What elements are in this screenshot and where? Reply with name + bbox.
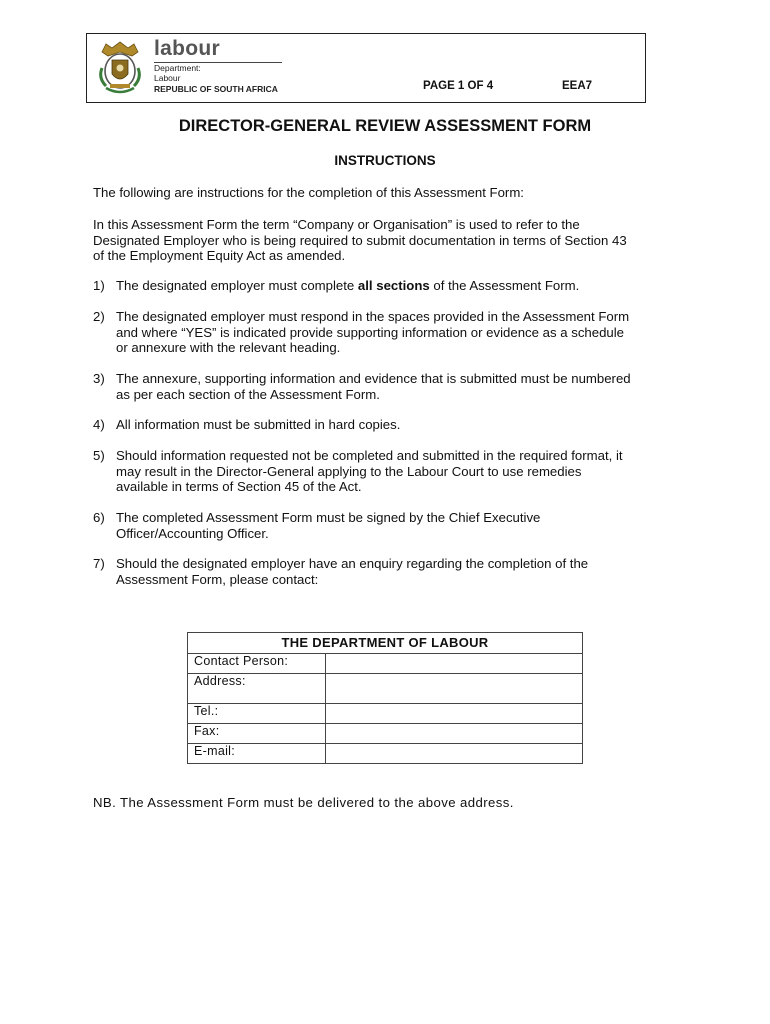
section-heading: INSTRUCTIONS [334,153,436,168]
item-line: Should information requested not be completed and submitted in the required format, it [116,448,623,463]
coat-of-arms-icon [94,38,146,96]
item-text-part: The designated employer must complete [116,278,358,293]
contact-table-heading: THE DEPARTMENT OF LABOUR [188,633,583,654]
item-text [116,556,676,587]
item-line: Should the designated employer have an enquiry regarding the completion of the [116,556,589,571]
brand-block [154,38,282,94]
item-line: The designated employer must respond in the spaces provided in the Assessment Form [116,309,630,324]
dept-line-1: Department: [154,63,201,73]
item-text [116,371,676,402]
item-text [116,417,676,433]
item-number: 2) [93,309,105,324]
intro-paragraph-2 [93,217,678,264]
contact-row-address [188,674,583,704]
fax-label: Fax: [188,724,326,744]
item-number: 1) [93,278,105,293]
address-field[interactable] [326,674,583,704]
item-number: 5) [93,448,105,463]
dept-line-3: REPUBLIC OF SOUTH AFRICA [154,84,278,94]
letterhead [86,33,646,103]
tel-label: Tel.: [188,704,326,724]
item-emphasis: all sections [357,278,430,293]
brand-name: labour [154,37,220,60]
item-line: The completed Assessment Form must be signed by the Chief Executive [116,510,541,525]
item-number: 7) [93,556,105,571]
tel-field[interactable] [326,704,583,724]
item-text [116,510,676,541]
email-label: E-mail: [188,744,326,764]
item-line: Officer/Accounting Officer. [116,525,269,541]
contact-row-email [188,744,583,764]
item-line: Assessment Form, please contact: [116,571,319,587]
delivery-note: NB. The Assessment Form must be delivered to the above address. [93,795,514,810]
intro-line: In this Assessment Form the term “Company or Organisation” is used to refer to the [93,217,580,232]
item-text [116,278,676,294]
contact-person-field[interactable] [326,654,583,674]
contact-row-tel [188,704,583,724]
item-text-part: of the Assessment Form. [429,278,580,293]
item-line: and where “YES” is indicated provide supporting information or evidence as a schedule [116,324,625,340]
contact-row-fax [188,724,583,744]
contact-person-label: Contact Person: [188,654,326,674]
intro-line: Designated Employer who is being required to submit documentation in terms of Section 43 [93,232,627,248]
item-number: 3) [93,371,105,386]
dept-line-2: Labour [154,73,181,83]
item-text [116,448,676,495]
item-line: may result in the Director-General applying to the Labour Court to use remedies [116,463,582,479]
page-title: DIRECTOR-GENERAL REVIEW ASSESSMENT FORM [178,117,592,135]
intro-paragraph-1: The following are instructions for the completion of this Assessment Form: [93,185,524,200]
contact-table-header-row [188,633,583,654]
email-field[interactable] [326,744,583,764]
item-line: All information must be submitted in hard copies. [116,417,401,432]
form-code: EEA7 [562,80,593,92]
contact-row-person [188,654,583,674]
address-label: Address: [188,674,326,704]
item-number: 6) [93,510,105,525]
contact-table [187,632,583,764]
intro-line: of the Employment Equity Act as amended. [93,248,346,264]
page-number: PAGE 1 OF 4 [423,80,494,92]
item-line: The annexure, supporting information and evidence that is submitted must be numbered [116,371,631,386]
item-line: available in terms of Section 45 of the Act. [116,479,362,495]
item-line: as per each section of the Assessment Form. [116,386,380,402]
fax-field[interactable] [326,724,583,744]
item-line: or annexure with the relevant heading. [116,340,341,356]
item-text [116,309,676,356]
item-number: 4) [93,417,105,432]
